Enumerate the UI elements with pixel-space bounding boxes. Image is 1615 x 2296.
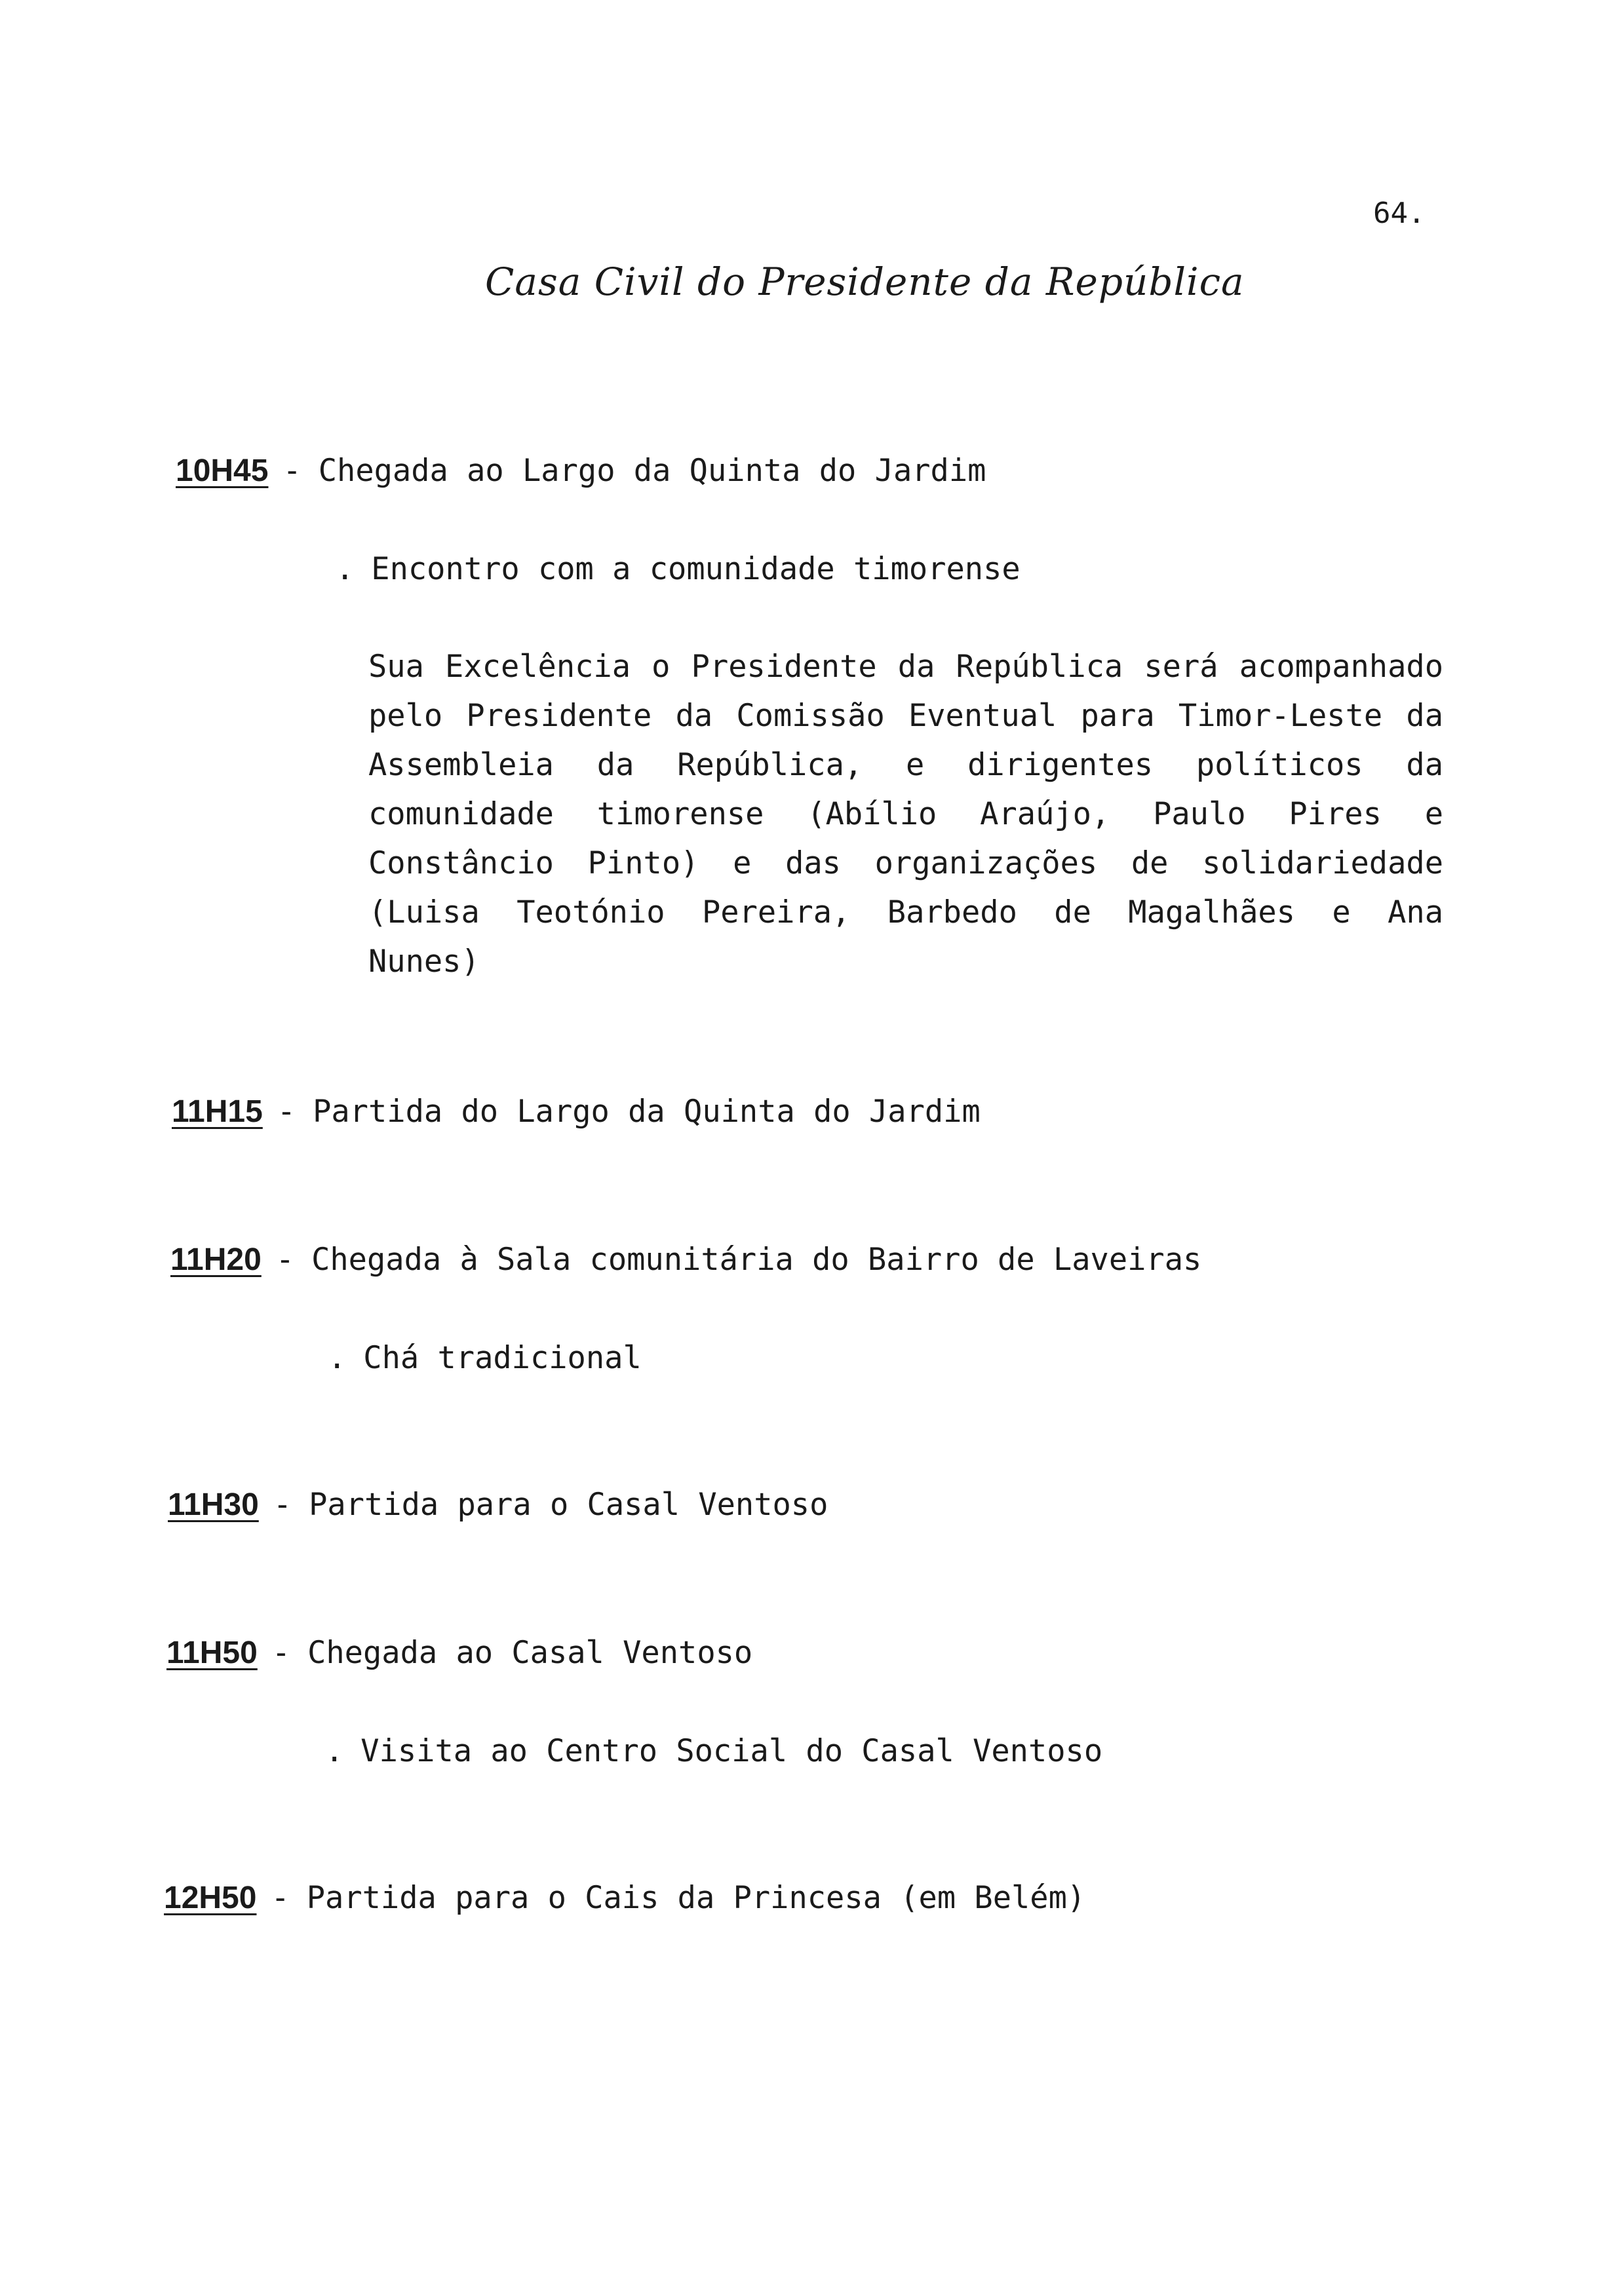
entry-time: 11H20: [170, 1242, 262, 1277]
entry-bullet: [328, 1339, 642, 1377]
bullet-dot: .: [325, 1733, 344, 1769]
entry-bullet: [325, 1732, 1102, 1770]
entry-description: Chegada ao Casal Ventoso: [307, 1635, 753, 1671]
entry-description: Chegada ao Largo da Quinta do Jardim: [318, 453, 986, 489]
entry-description: Chegada à Sala comunitária do Bairro de Laveiras: [311, 1242, 1202, 1278]
bullet-text: Visita ao Centro Social do Casal Ventoso: [360, 1733, 1103, 1769]
dash-separator: -: [273, 1487, 292, 1523]
schedule-entry-1250: [164, 1879, 1085, 1917]
page-number: 64.: [1373, 197, 1426, 230]
entry-description: Partida do Largo da Quinta do Jardim: [313, 1094, 981, 1130]
dash-separator: -: [277, 1094, 296, 1130]
bullet-dot: .: [336, 551, 355, 587]
entry-bullet: [336, 550, 1021, 588]
entry-paragraph: Sua Excelência o Presidente da República será acompanhado pelo Presidente da Comissão Eventual para Timor-Leste da Assembleia da República, e dirigentes políticos da comunidade timorense (Abílio Araújo, Paulo Pires e Constâncio Pinto) e das organizações de solidariedade (Luisa Teotónio Pereira, Barbedo de Magalhães e Ana Nunes): [368, 649, 1443, 980]
entry-time: 10H45: [176, 453, 269, 488]
dash-separator: -: [282, 453, 302, 489]
dash-separator: -: [271, 1880, 290, 1916]
schedule-entry-1120: [170, 1241, 1201, 1279]
bullet-text: Encontro com a comunidade timorense: [371, 551, 1021, 587]
dash-separator: -: [275, 1242, 295, 1278]
dash-separator: -: [271, 1635, 291, 1671]
schedule-entry-1115: [172, 1093, 981, 1131]
entry-description: Partida para o Casal Ventoso: [309, 1487, 828, 1523]
letterhead: Casa Civil do Presidente da República: [485, 259, 1245, 304]
entry-time: 11H30: [168, 1487, 259, 1522]
entry-description: Partida para o Cais da Princesa (em Belém): [306, 1880, 1086, 1916]
schedule-entry-1045: [176, 452, 986, 490]
entry-time: 11H50: [166, 1636, 258, 1670]
schedule-entry-1150: [166, 1634, 752, 1672]
entry-time: 12H50: [164, 1881, 257, 1915]
bullet-dot: .: [328, 1340, 347, 1376]
schedule-entry-1130: [168, 1486, 828, 1524]
bullet-text: Chá tradicional: [363, 1340, 642, 1376]
entry-time: 11H15: [172, 1094, 263, 1129]
